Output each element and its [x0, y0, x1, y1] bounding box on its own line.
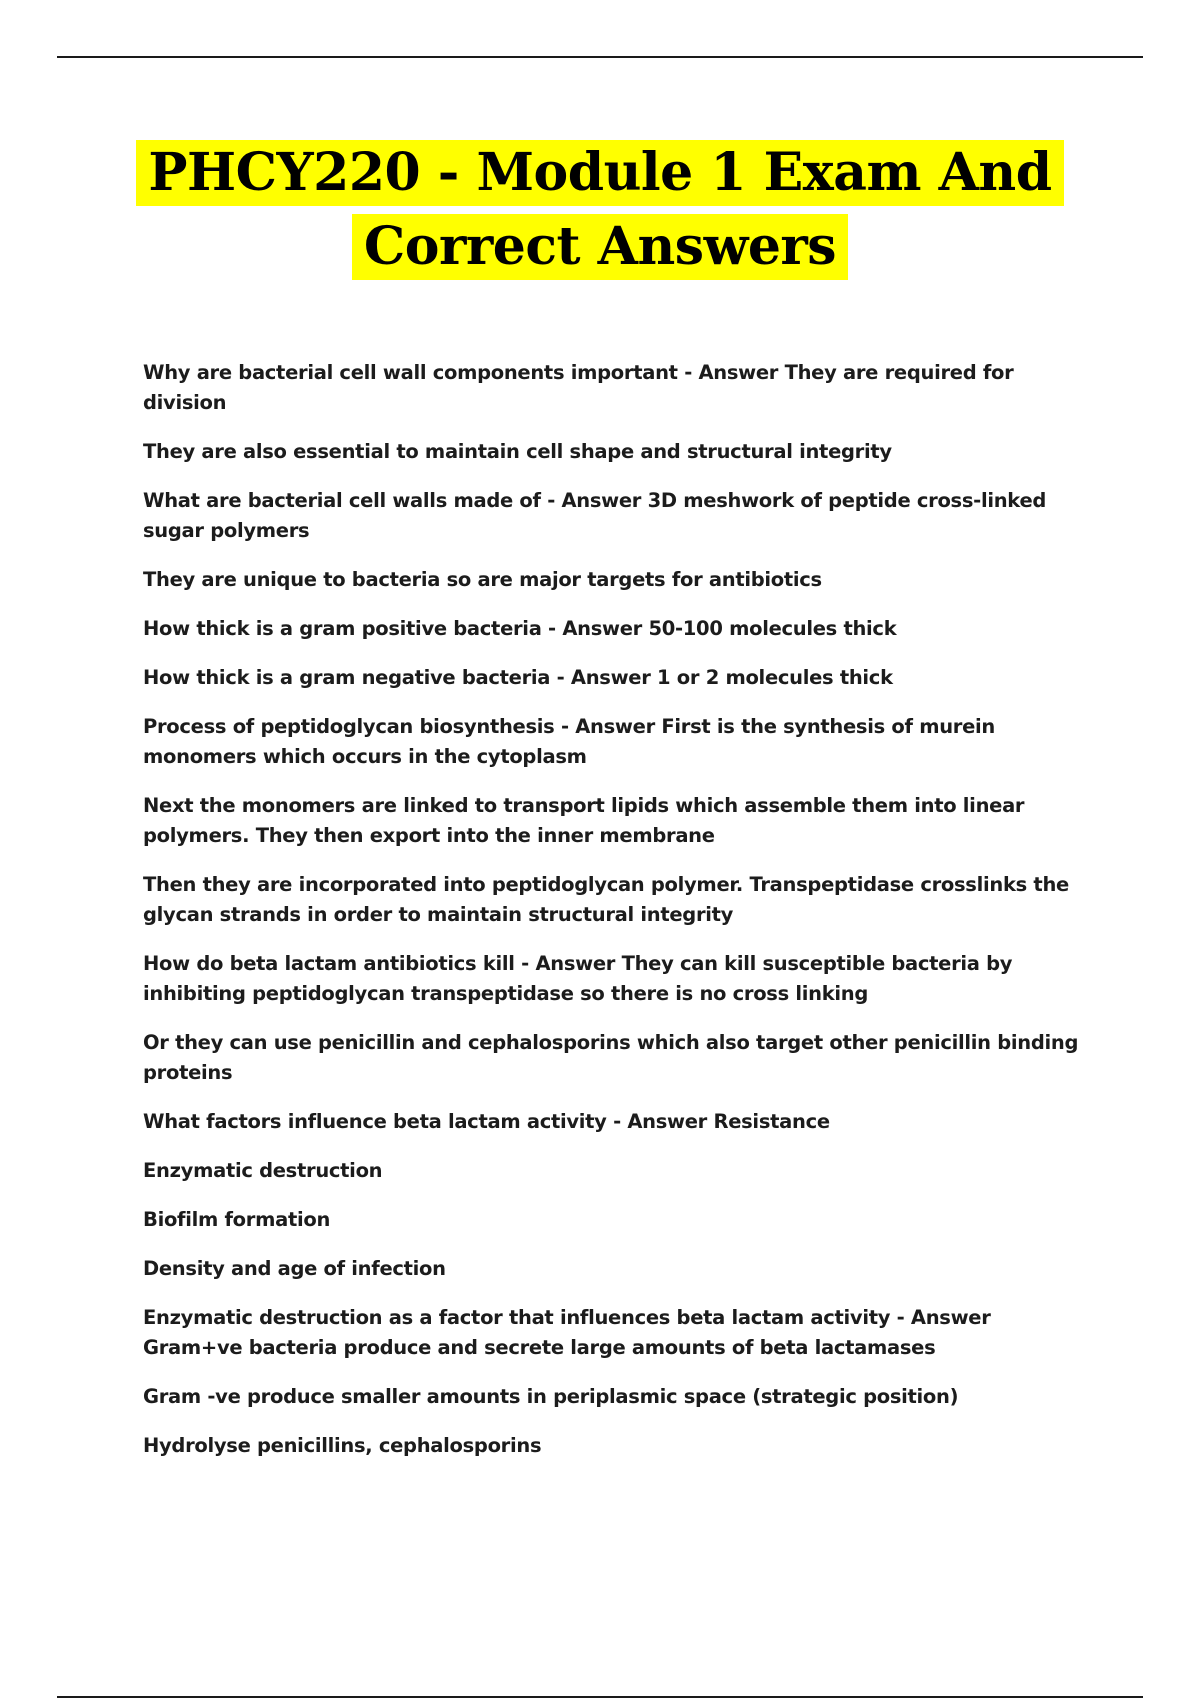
paragraph: They are also essential to maintain cell shape and structural integrity	[143, 440, 892, 463]
bottom-rule	[57, 1696, 1143, 1698]
document-title	[0, 140, 1200, 280]
paragraph: Enzymatic destruction as a factor that influences beta lactam activity - Answer Gram+ve bacteria produce and secrete large amounts of beta lactamases	[143, 1306, 991, 1359]
paragraph: Biofilm formation	[143, 1208, 331, 1231]
paragraph: Gram -ve produce smaller amounts in periplasmic space (strategic position)	[143, 1385, 959, 1408]
paragraph: What factors influence beta lactam activity - Answer Resistance	[143, 1110, 830, 1133]
paragraph: Then they are incorporated into peptidoglycan polymer. Transpeptidase crosslinks the glycan strands in order to maintain structural integrity	[143, 873, 1069, 926]
paragraph: Process of peptidoglycan biosynthesis - Answer First is the synthesis of murein monomers which occurs in the cytoplasm	[143, 715, 996, 768]
paragraph: How thick is a gram negative bacteria - Answer 1 or 2 molecules thick	[143, 666, 893, 689]
paragraph: Density and age of infection	[143, 1257, 446, 1280]
paragraph: How do beta lactam antibiotics kill - Answer They can kill susceptible bacteria by inhibiting peptidoglycan transpeptidase so there is no cross linking	[143, 952, 1013, 1005]
paragraph: Why are bacterial cell wall components important - Answer They are required for division	[143, 361, 1014, 414]
title-line-2: Correct Answers	[352, 214, 848, 280]
paragraph: Hydrolyse penicillins, cephalosporins	[143, 1434, 542, 1457]
paragraph: What are bacterial cell walls made of - Answer 3D meshwork of peptide cross-linked sugar polymers	[143, 489, 1047, 542]
paragraph: Next the monomers are linked to transport lipids which assemble them into linear polymers. They then export into the inner membrane	[143, 794, 1025, 847]
document-body	[143, 358, 1093, 1480]
paragraph: Enzymatic destruction	[143, 1159, 383, 1182]
paragraph: How thick is a gram positive bacteria - Answer 50-100 molecules thick	[143, 617, 897, 640]
paragraph: Or they can use penicillin and cephalosporins which also target other penicillin binding proteins	[143, 1031, 1079, 1084]
title-line-1: PHCY220 - Module 1 Exam And	[136, 140, 1063, 206]
top-rule	[57, 56, 1143, 58]
paragraph: They are unique to bacteria so are major targets for antibiotics	[143, 568, 822, 591]
